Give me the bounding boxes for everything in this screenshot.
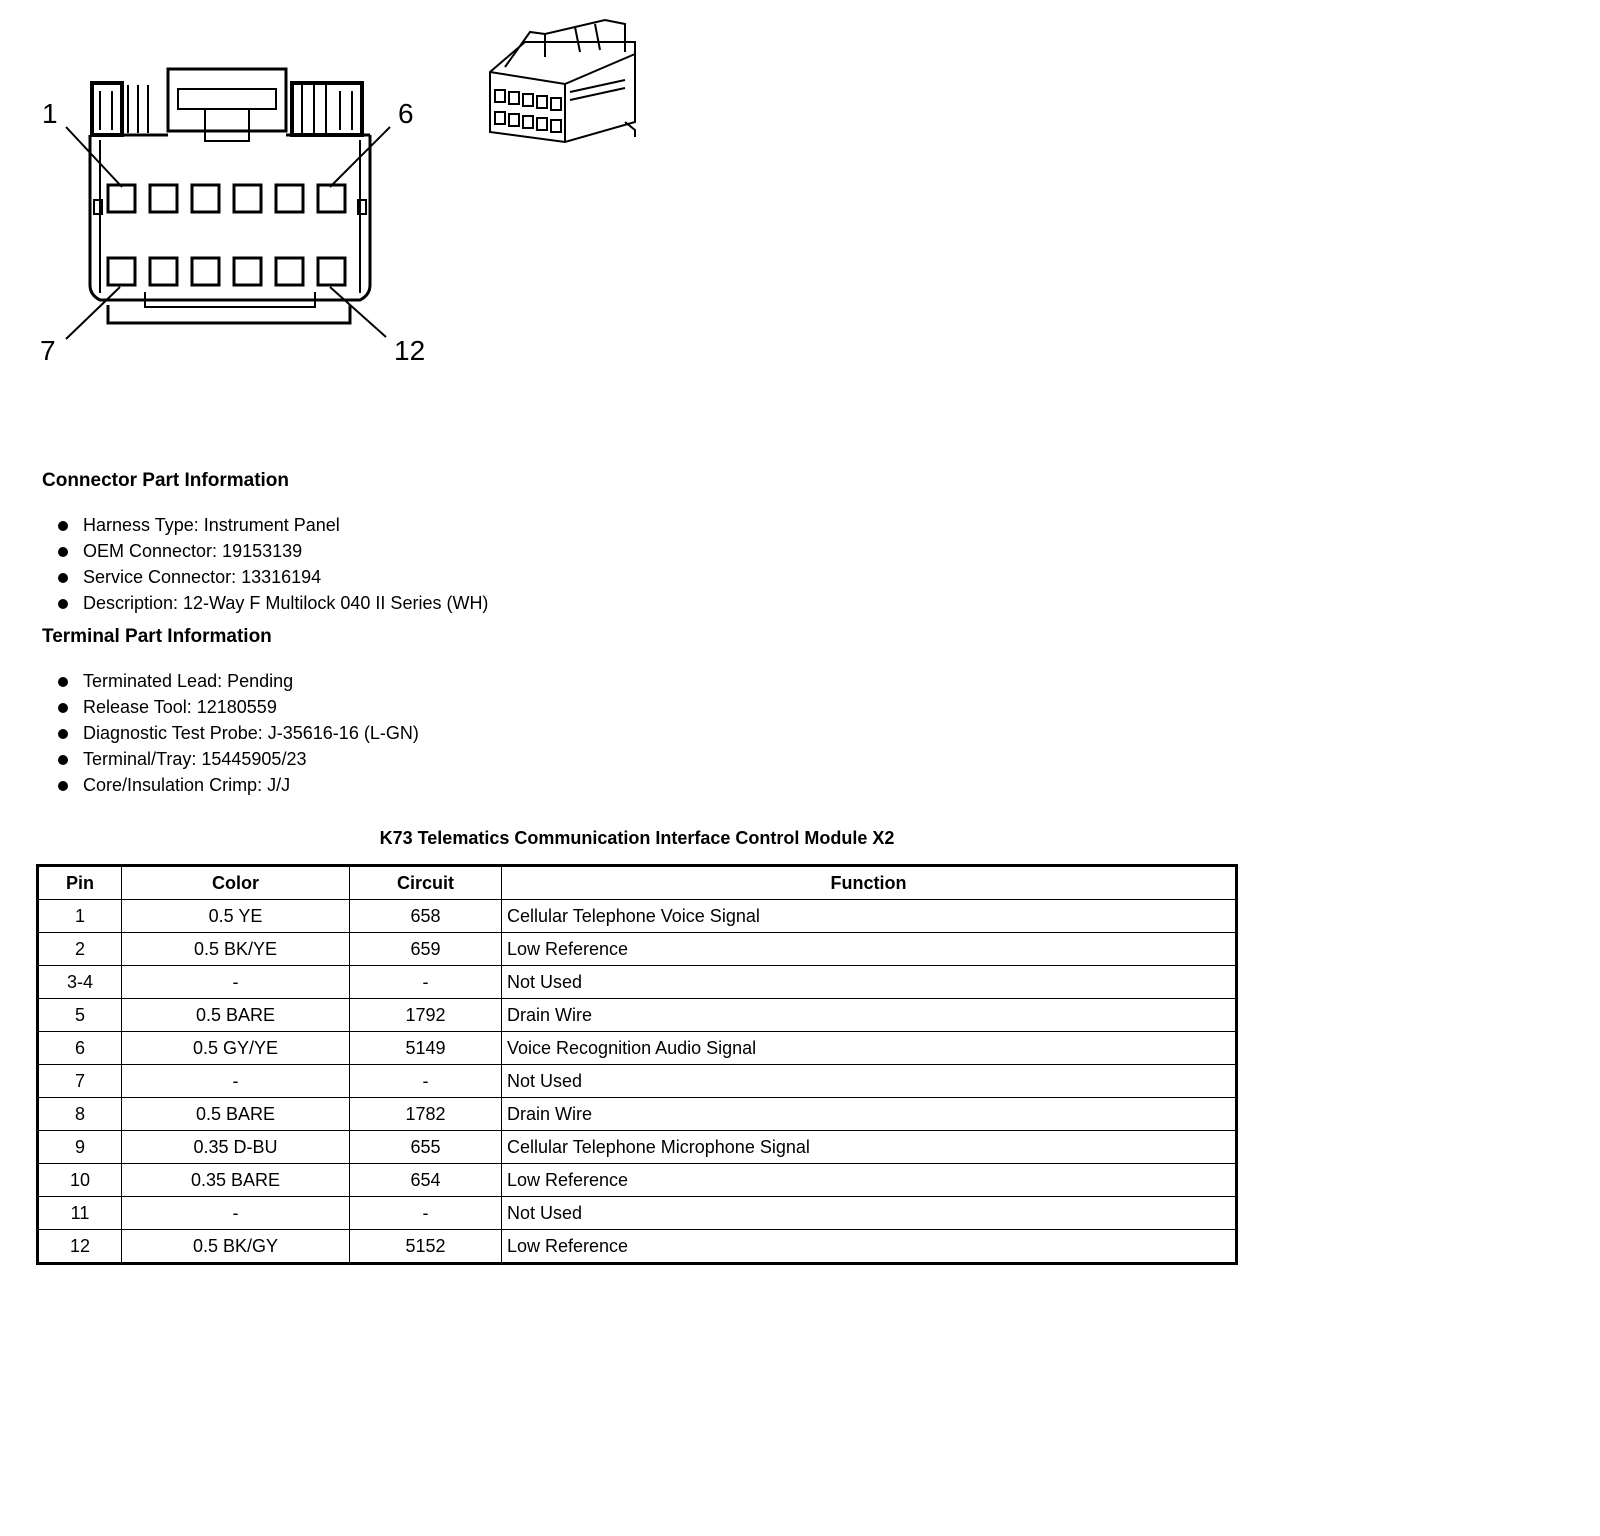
cell-circuit: - <box>350 1065 502 1098</box>
table-row <box>38 999 1237 1032</box>
cell-color: 0.5 GY/YE <box>122 1032 350 1065</box>
pin-label-1: 1 <box>42 98 58 129</box>
cell-pin: 1 <box>38 900 122 933</box>
cell-circuit: 654 <box>350 1164 502 1197</box>
connector-isometric-image <box>485 12 650 157</box>
cell-circuit: 5149 <box>350 1032 502 1065</box>
cell-color: 0.5 YE <box>122 900 350 933</box>
cell-circuit: 655 <box>350 1131 502 1164</box>
terminal-info-heading: Terminal Part Information <box>42 626 272 647</box>
cell-color: - <box>122 966 350 999</box>
cell-function: Voice Recognition Audio Signal <box>502 1032 1237 1065</box>
cell-pin: 9 <box>38 1131 122 1164</box>
cell-color: - <box>122 1065 350 1098</box>
cell-circuit: 658 <box>350 900 502 933</box>
table-row <box>38 1164 1237 1197</box>
table-row <box>38 966 1237 999</box>
list-item: Description: 12-Way F Multilock 040 II Series (WH) <box>56 590 488 616</box>
cell-color: 0.5 BARE <box>122 1098 350 1131</box>
cell-color: 0.5 BARE <box>122 999 350 1032</box>
pin-label-7: 7 <box>40 335 56 366</box>
table-row <box>38 1065 1237 1098</box>
cell-function: Low Reference <box>502 933 1237 966</box>
cell-pin: 7 <box>38 1065 122 1098</box>
table-row <box>38 1131 1237 1164</box>
cell-function: Cellular Telephone Voice Signal <box>502 900 1237 933</box>
cell-pin: 5 <box>38 999 122 1032</box>
cell-pin: 8 <box>38 1098 122 1131</box>
list-item: Terminal/Tray: 15445905/23 <box>56 746 419 772</box>
table-row <box>38 933 1237 966</box>
connector-face-diagram <box>30 55 440 385</box>
cell-pin: 3-4 <box>38 966 122 999</box>
cell-function: Low Reference <box>502 1164 1237 1197</box>
column-header-circuit: Circuit <box>350 866 502 900</box>
list-item: Release Tool: 12180559 <box>56 694 419 720</box>
cell-color: 0.5 BK/GY <box>122 1230 350 1264</box>
table-row <box>38 1197 1237 1230</box>
list-item: Harness Type: Instrument Panel <box>56 512 488 538</box>
cell-pin: 2 <box>38 933 122 966</box>
cell-circuit: 5152 <box>350 1230 502 1264</box>
cell-pin: 12 <box>38 1230 122 1264</box>
cell-pin: 6 <box>38 1032 122 1065</box>
table-header-row <box>38 866 1237 900</box>
cell-circuit: 1782 <box>350 1098 502 1131</box>
cell-function: Not Used <box>502 966 1237 999</box>
cell-color: 0.35 BARE <box>122 1164 350 1197</box>
cell-pin: 11 <box>38 1197 122 1230</box>
table-title: K73 Telematics Communication Interface Control Module X2 <box>379 828 895 848</box>
pin-label-12: 12 <box>394 335 426 366</box>
list-item: Terminated Lead: Pending <box>56 668 419 694</box>
cell-color: - <box>122 1197 350 1230</box>
cell-color: 0.5 BK/YE <box>122 933 350 966</box>
cell-circuit: - <box>350 1197 502 1230</box>
table-row <box>38 900 1237 933</box>
cell-color: 0.35 D-BU <box>122 1131 350 1164</box>
terminal-info-list <box>56 668 419 798</box>
list-item: Diagnostic Test Probe: J-35616-16 (L-GN) <box>56 720 419 746</box>
connector-info-heading: Connector Part Information <box>42 470 290 491</box>
cell-function: Not Used <box>502 1197 1237 1230</box>
list-item: OEM Connector: 19153139 <box>56 538 488 564</box>
connector-info-list <box>56 512 488 616</box>
cell-circuit: 659 <box>350 933 502 966</box>
pin-label-6: 6 <box>398 98 414 129</box>
cell-circuit: 1792 <box>350 999 502 1032</box>
cell-function: Drain Wire <box>502 999 1237 1032</box>
table-row <box>38 1098 1237 1131</box>
list-item: Service Connector: 13316194 <box>56 564 488 590</box>
cell-function: Not Used <box>502 1065 1237 1098</box>
table-row <box>38 1032 1237 1065</box>
column-header-function: Function <box>502 866 1237 900</box>
column-header-pin: Pin <box>38 866 122 900</box>
table-row <box>38 1230 1237 1264</box>
cell-function: Cellular Telephone Microphone Signal <box>502 1131 1237 1164</box>
cell-function: Drain Wire <box>502 1098 1237 1131</box>
cell-circuit: - <box>350 966 502 999</box>
list-item: Core/Insulation Crimp: J/J <box>56 772 419 798</box>
pinout-table <box>36 864 1238 1265</box>
cell-function: Low Reference <box>502 1230 1237 1264</box>
column-header-color: Color <box>122 866 350 900</box>
cell-pin: 10 <box>38 1164 122 1197</box>
